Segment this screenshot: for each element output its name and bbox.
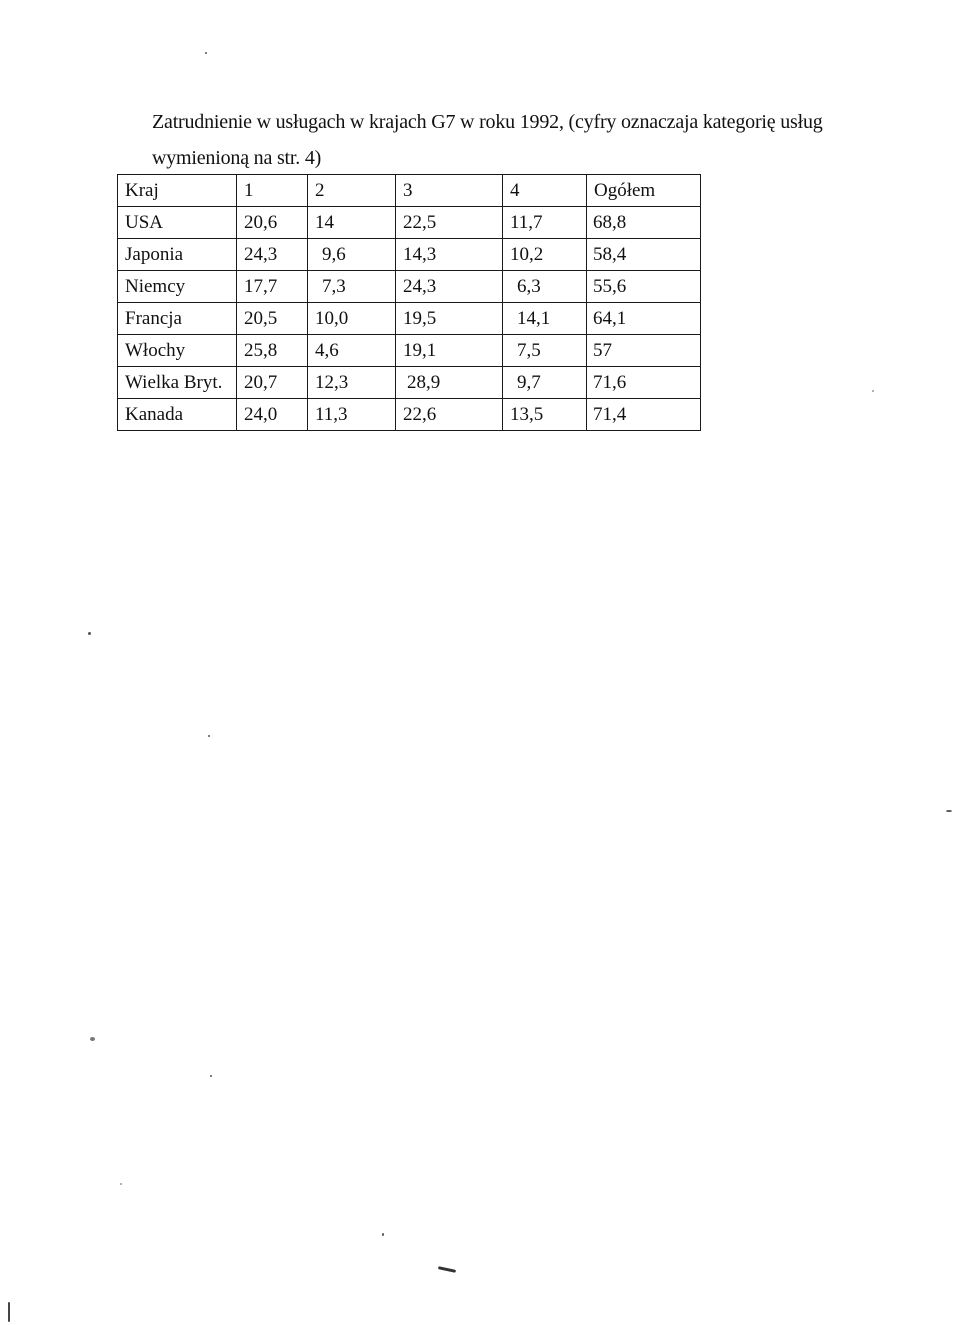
table-cell: 17,7 — [237, 271, 308, 303]
table-row — [118, 239, 701, 271]
scan-speck — [8, 1302, 10, 1322]
header-cell-total: Ogółem — [587, 175, 701, 207]
table-cell-total: 57 — [587, 335, 701, 367]
table-cell: 22,5 — [396, 207, 503, 239]
table-cell: 11,3 — [308, 399, 396, 431]
caption-line-1: Zatrudnienie w usługach w krajach G7 w roku 1992, (cyfry oznaczaja kategorię usług — [152, 111, 823, 133]
table-row — [118, 367, 701, 399]
scan-speck — [208, 735, 210, 737]
table-cell: 13,5 — [503, 399, 587, 431]
table-cell-total: 68,8 — [587, 207, 701, 239]
scan-speck — [438, 1266, 456, 1273]
table-caption — [152, 104, 852, 176]
table-cell-total: 71,4 — [587, 399, 701, 431]
table-cell: 4,6 — [308, 335, 396, 367]
employment-table — [117, 174, 701, 431]
scan-speck — [382, 1233, 384, 1236]
table-header-row — [118, 175, 701, 207]
table-cell: 14 — [308, 207, 396, 239]
header-cell-category-1: 1 — [237, 175, 308, 207]
table-cell: 20,6 — [237, 207, 308, 239]
header-cell-category-3: 3 — [396, 175, 503, 207]
header-cell-category-2: 2 — [308, 175, 396, 207]
table-cell-country: Francja — [118, 303, 237, 335]
scan-speck — [88, 632, 91, 635]
scan-speck — [872, 390, 874, 392]
table-cell: 24,3 — [237, 239, 308, 271]
table-cell: 7,3 — [308, 271, 396, 303]
table-cell: 14,3 — [396, 239, 503, 271]
table-cell: 10,0 — [308, 303, 396, 335]
table-cell: 10,2 — [503, 239, 587, 271]
table-cell-country: Japonia — [118, 239, 237, 271]
table-row — [118, 335, 701, 367]
table-cell-country: Wielka Bryt. — [118, 367, 237, 399]
table-cell: 25,8 — [237, 335, 308, 367]
scan-speck — [210, 1075, 212, 1077]
table-cell: 24,3 — [396, 271, 503, 303]
table-cell: 19,1 — [396, 335, 503, 367]
scan-speck — [205, 52, 207, 54]
table-cell: 9,7 — [503, 367, 587, 399]
table-cell: 22,6 — [396, 399, 503, 431]
scan-speck — [90, 1037, 95, 1041]
table-row — [118, 207, 701, 239]
header-cell-category-4: 4 — [503, 175, 587, 207]
table-row — [118, 399, 701, 431]
scan-speck — [120, 1183, 122, 1185]
caption-line-2: wymienioną na str. 4) — [152, 147, 322, 169]
table-cell: 9,6 — [308, 239, 396, 271]
table-cell: 11,7 — [503, 207, 587, 239]
table-cell: 14,1 — [503, 303, 587, 335]
table-cell: 20,5 — [237, 303, 308, 335]
table-cell-country: USA — [118, 207, 237, 239]
table-cell-total: 64,1 — [587, 303, 701, 335]
header-cell-country: Kraj — [118, 175, 237, 207]
table-cell: 19,5 — [396, 303, 503, 335]
table-cell-total: 58,4 — [587, 239, 701, 271]
table-cell: 20,7 — [237, 367, 308, 399]
table-cell-total: 71,6 — [587, 367, 701, 399]
table-cell-country: Włochy — [118, 335, 237, 367]
table-row — [118, 271, 701, 303]
table-cell: 6,3 — [503, 271, 587, 303]
table-cell-total: 55,6 — [587, 271, 701, 303]
table-cell-country: Kanada — [118, 399, 237, 431]
table-row — [118, 303, 701, 335]
table-cell: 28,9 — [396, 367, 503, 399]
table-cell: 12,3 — [308, 367, 396, 399]
table-cell-country: Niemcy — [118, 271, 237, 303]
table-cell: 24,0 — [237, 399, 308, 431]
table-cell: 7,5 — [503, 335, 587, 367]
scan-speck — [946, 810, 952, 812]
